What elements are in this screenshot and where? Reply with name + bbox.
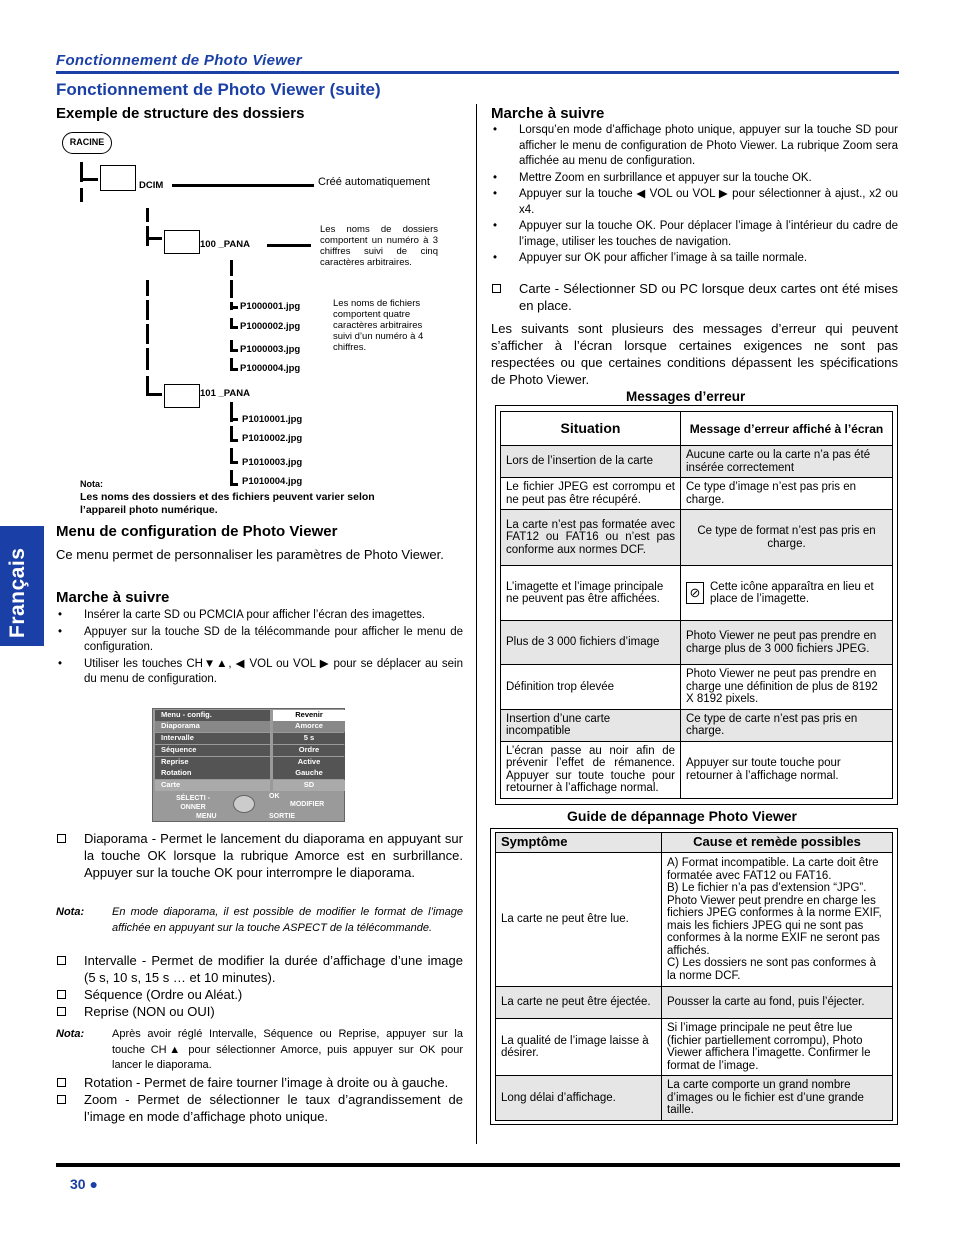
steps-list-right	[491, 123, 898, 268]
file-item: P1000002.jpg	[240, 321, 301, 332]
menu-back[interactable]: Revenir	[273, 710, 345, 721]
table-cell: Photo Viewer ne peut pas prendre en charge plus de 3 000 fichiers JPEG.	[681, 621, 893, 665]
table-cell: Définition trop élevée	[501, 665, 681, 710]
language-label: Français	[6, 547, 29, 638]
table-cell: La carte ne peut être éjectée.	[496, 987, 662, 1019]
list-item: • Appuyer sur la touche OK. Pour déplacer l’image à l’intérieur du cadre de l’image, utiliser les touches de navigation.	[491, 219, 898, 250]
tree-nota-label: Nota:	[80, 479, 103, 489]
menu-config-heading: Menu de configuration de Photo Viewer	[56, 523, 338, 540]
menu-row-label[interactable]: Diaporama	[155, 721, 270, 732]
folder-note: Les noms de dossiers comportent un numéro à 3 chiffres suivi de cinq caractères arbitraires.	[320, 224, 438, 268]
folder-100-label: 100 _PANA	[200, 239, 250, 250]
table-cell: La qualité de l’image laisse à désirer.	[496, 1019, 662, 1076]
table-cell: Le fichier JPEG est corrompu et ne peut pas être récupéré.	[501, 478, 681, 510]
list-item: • Appuyer sur la touche ◀ VOL ou VOL ▶ pour sélectionner à ajust., x2 ou x4.	[491, 187, 898, 218]
list-item: • Utiliser les touches CH▼▲, ◀ VOL ou VOL ▶ pour se déplacer au sein du menu de configuration.	[56, 657, 463, 688]
language-tab	[0, 526, 44, 646]
table-cell: La carte comporte un grand nombre d’images ou le fichier est d’une grande taille.	[662, 1076, 893, 1121]
menu-row-value[interactable]: Gauche	[273, 768, 345, 779]
list-item: Rotation - Permet de faire tourner l’image à droite ou à gauche.	[56, 1074, 463, 1091]
page-number: 30 ●	[70, 1176, 98, 1192]
menu-row-label[interactable]: Reprise	[155, 757, 270, 768]
table-cell: Ce type de format n’est pas pris en charge.	[681, 510, 893, 566]
table-cell: A) Format incompatible. La carte doit être formatée avec FAT12 ou FAT16. B) Le fichier n’a pas d’extension “JPG”. Photo Viewer peut prendre en charge les fichiers JPEG conformes à la norme EXIF, mais les fichiers JPEG qui ne sont pas conformes à la norme EXIF ne seront pas affichés. C) Les dossiers ne sont pas conformes à la norme DCF.	[662, 853, 893, 987]
column-divider	[476, 104, 477, 1144]
table-cell: La carte ne peut être lue.	[496, 853, 662, 987]
menu-menu-hint: MENU	[196, 813, 217, 820]
list-item: Zoom - Permet de sélectionner le taux d’agrandissement de l’image en mode d’affichage photo unique.	[56, 1091, 463, 1125]
list-item: • Appuyer sur OK pour afficher l’image à sa taille normale.	[491, 251, 898, 267]
header-rule	[56, 71, 899, 74]
list-item: Diaporama - Permet le lancement du diaporama en appuyant sur la touche OK lorsque la rubrique Amorce est en surbrillance. Appuyer sur la touche OK pour interrompre le diaporama.	[56, 830, 463, 881]
card-option	[491, 280, 898, 314]
table-cell: Long délai d’affichage.	[496, 1076, 662, 1121]
nota-text: En mode diaporama, il est possible de modifier le format de l’image affichée en appuyant sur la touche ASPECT de la télécommande.	[112, 906, 463, 934]
footer-rule	[56, 1163, 900, 1167]
menu-exit-hint: SORTIE	[269, 813, 296, 820]
list-item: Carte - Sélectionner SD ou PC lorsque deux cartes ont été mises en place.	[491, 280, 898, 314]
folder-101-icon	[164, 384, 200, 408]
menu-modify-hint: MODIFIER	[290, 801, 325, 808]
table-cell: Photo Viewer ne peut pas prendre en charge une définition de plus de 8192 X 8192 pixels.	[681, 665, 893, 710]
table-cell: Ce type d’image n’est pas pris en charge.	[681, 478, 893, 510]
menu-row-value[interactable]: SD	[273, 780, 345, 791]
table-cell-text: Cette icône apparaîtra en lieu et place de l’imagette.	[710, 580, 874, 605]
tree-nota-text: Les noms des dossiers et des fichiers peuvent varier selon l’appareil photo numérique.	[80, 491, 375, 516]
table-header: Symptôme	[496, 833, 662, 853]
menu-intro: Ce menu permet de personnaliser les paramètres de Photo Viewer.	[56, 547, 444, 562]
menu-ok-hint: OK	[269, 793, 280, 800]
menu-row-value[interactable]: 5 s	[273, 733, 345, 744]
page-header-title: Fonctionnement de Photo Viewer	[56, 52, 302, 69]
table-cell	[681, 566, 893, 621]
table-cell: L’écran passe au noir afin de prévenir l’effet de rémanence. Appuyer sur toute touche pour retourner à l’affichage normal.	[501, 741, 681, 798]
errors-title: Messages d’erreur	[626, 389, 746, 404]
table-cell: Plus de 3 000 fichiers d’image	[501, 621, 681, 665]
steps-heading-left: Marche à suivre	[56, 589, 170, 606]
table-cell: Insertion d’une carte incompatible	[501, 709, 681, 741]
nota-text: Après avoir réglé Intervalle, Séquence ou Reprise, appuyer sur la touche CH▲ pour sélectionner Amorce, puis appuyer sur OK pour lancer le diaporama.	[112, 1028, 463, 1071]
table-cell: L’imagette et l’image principale ne peuvent pas être affichées.	[501, 566, 681, 621]
table-cell: Si l’image principale ne peut être lue (fichier partiellement corrompu), Photo Viewer affichera l’imagette. Confirmer le format de l’image.	[662, 1019, 893, 1076]
menu-row-label[interactable]: Séquence	[155, 745, 270, 756]
file-item: P1010002.jpg	[242, 433, 303, 444]
menu-row-label[interactable]: Rotation	[155, 768, 270, 779]
file-item: P1000004.jpg	[240, 363, 301, 374]
folder-100-icon	[164, 230, 200, 254]
file-item: P1010003.jpg	[242, 457, 303, 468]
no-image-icon: ⊘	[686, 582, 704, 604]
steps-heading-right: Marche à suivre	[491, 105, 605, 122]
file-item: P1010001.jpg	[242, 414, 303, 425]
options-list-1	[56, 830, 463, 881]
table-cell: Pousser la carte au fond, puis l’éjecter.	[662, 987, 893, 1019]
folder-tree	[60, 130, 460, 520]
file-item: P1010004.jpg	[242, 476, 303, 487]
dcim-label: DCIM	[139, 180, 164, 191]
main-title: Fonctionnement de Photo Viewer (suite)	[56, 80, 381, 99]
options-list-2	[56, 952, 463, 1020]
menu-row-label[interactable]: Intervalle	[155, 733, 270, 744]
menu-row-label[interactable]: Carte	[155, 780, 270, 791]
nota-2	[56, 1027, 463, 1074]
troubleshooting-table	[490, 828, 898, 1125]
list-item: • Insérer la carte SD ou PCMCIA pour afficher l’écran des imagettes.	[56, 608, 463, 624]
table-header: Situation	[501, 412, 681, 446]
list-item: Intervalle - Permet de modifier la durée d’affichage d’une image (5 s, 10 s, 15 s … et 10 minutes).	[56, 952, 463, 986]
nota-label: Nota:	[56, 906, 85, 918]
table-cell: Aucune carte ou la carte n’a pas été insérée correctement	[681, 446, 893, 478]
trouble-title: Guide de dépannage Photo Viewer	[567, 808, 798, 824]
error-messages-table	[495, 405, 898, 805]
table-header: Message d’erreur affiché à l’écran	[681, 412, 893, 446]
table-cell: Lors de l’insertion de la carte	[501, 446, 681, 478]
errors-intro: Les suivants sont plusieurs des messages d’erreur qui peuvent s’afficher à l’écran lorsque certaines exigences ne sont pas respectées ou que certaines conditions dépassent les spécifications de Photo Viewer.	[491, 321, 898, 387]
list-item: Reprise (NON ou OUI)	[56, 1003, 463, 1020]
list-item: Séquence (Ordre ou Aléat.)	[56, 986, 463, 1003]
menu-select-hint: SÉLECTI -ONNER	[176, 795, 210, 811]
folder-101-label: 101 _PANA	[200, 388, 250, 399]
list-item: • Lorsqu’en mode d’affichage photo unique, appuyer sur la touche SD pour afficher le menu de configuration de Photo Viewer. La rubrique Zoom sera affichée au menu de configuration.	[491, 123, 898, 170]
table-header: Cause et remède possibles	[662, 833, 893, 853]
auto-note: Créé automatiquement	[318, 176, 430, 188]
list-item: • Appuyer sur la touche SD de la télécommande pour afficher le menu de configuration.	[56, 625, 463, 656]
folder-heading: Exemple de structure des dossiers	[56, 105, 305, 122]
nota-1	[56, 905, 463, 936]
menu-row-value[interactable]: Active	[273, 757, 345, 768]
root-node: RACINE	[62, 132, 112, 154]
file-note: Les noms de fichiers comportent quatre caractères arbitraires suivi d’un numéro à 4 chiffres.	[333, 298, 424, 353]
table-cell: Appuyer sur toute touche pour retourner à l’affichage normal.	[681, 741, 893, 798]
file-item: P1000003.jpg	[240, 344, 301, 355]
list-item: • Mettre Zoom en surbrillance et appuyer sur la touche OK.	[491, 171, 898, 187]
table-cell: Ce type de carte n’est pas pris en charge.	[681, 709, 893, 741]
nota-label: Nota:	[56, 1028, 85, 1040]
dcim-folder-icon	[100, 165, 136, 191]
menu-row-value[interactable]: Amorce	[273, 721, 345, 732]
menu-screen-title: Menu - config.	[155, 710, 270, 721]
table-cell: La carte n’est pas formatée avec FAT12 ou FAT16 ou n’est pas conforme aux normes DCF.	[501, 510, 681, 566]
navigation-pad-icon	[233, 795, 255, 813]
menu-row-value[interactable]: Ordre	[273, 745, 345, 756]
file-item: P1000001.jpg	[240, 301, 301, 312]
setup-menu-screen	[152, 708, 345, 822]
steps-list-left	[56, 608, 463, 689]
options-list-3	[56, 1074, 463, 1125]
